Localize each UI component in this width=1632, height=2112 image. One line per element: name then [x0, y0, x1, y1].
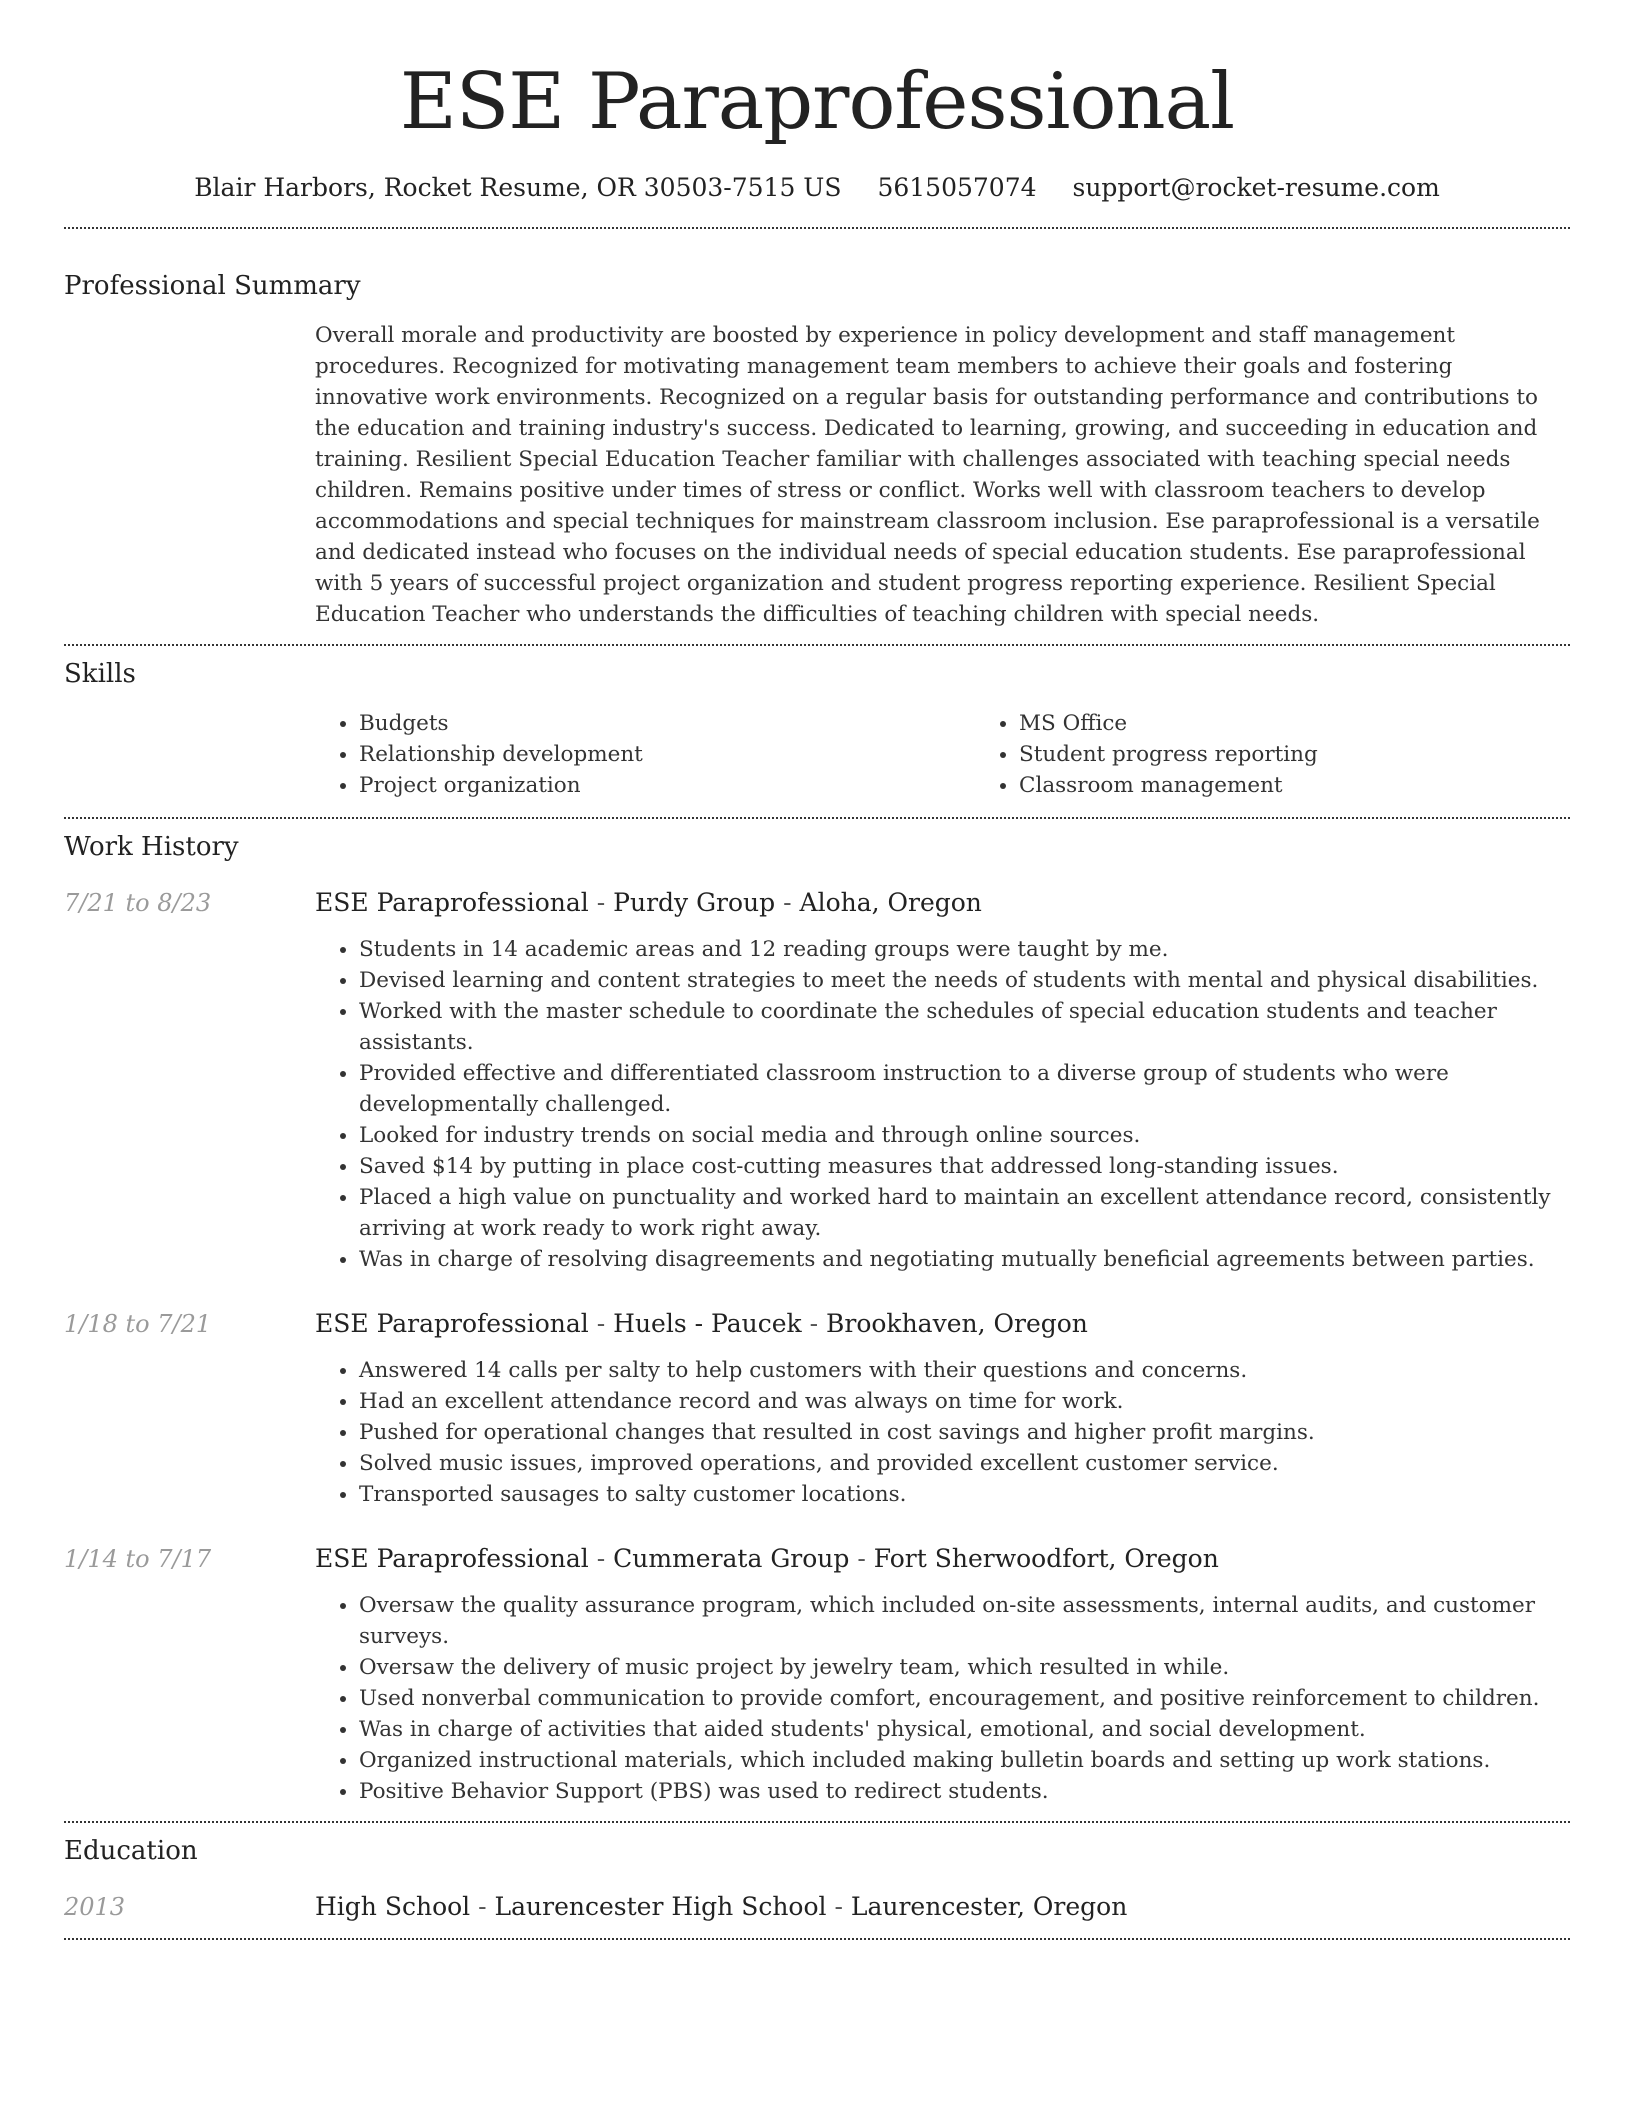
job-bullet: • Students in 14 academic areas and 12 reading groups were taught by me.	[359, 934, 1570, 965]
section-title-education: Education	[64, 1836, 198, 1866]
separator: -	[801, 1309, 826, 1338]
job-dates: 1/18 to 7/21	[64, 1310, 212, 1338]
contact-phone: 5615057074	[877, 173, 1037, 202]
separator: -	[849, 1544, 874, 1573]
education-entry	[64, 1890, 1570, 1924]
job-title: ESE Paraprofessional	[315, 1544, 589, 1573]
job-title: ESE Paraprofessional	[315, 888, 589, 917]
job-entry	[64, 886, 1570, 1275]
education-year: 2013	[64, 1893, 126, 1921]
separator: -	[775, 888, 800, 917]
job-bullet: • Looked for industry trends on social media and through online sources.	[359, 1120, 1570, 1151]
job-bullet: • Was in charge of resolving disagreements and negotiating mutually beneficial agreements between parties.	[359, 1244, 1570, 1275]
summary-row	[64, 320, 1570, 630]
separator: -	[826, 1892, 851, 1921]
skill-item: • Project organization	[359, 770, 975, 801]
job-bullet: • Answered 14 calls per salty to help customers with their questions and concerns.	[359, 1355, 1570, 1386]
section-title-skills: Skills	[64, 659, 136, 689]
job-bullet: • Provided effective and differentiated classroom instruction to a diverse group of students who were developmentally challenged.	[359, 1058, 1570, 1120]
skill-item: • Student progress reporting	[1019, 739, 1632, 770]
job-bullets	[315, 934, 1570, 1275]
job-bullet: • Organized instructional materials, which included making bulletin boards and setting up work stations.	[359, 1745, 1570, 1776]
job-location: Fort Sherwoodfort, Oregon	[873, 1544, 1219, 1573]
job-bullet: • Transported sausages to salty customer locations.	[359, 1479, 1570, 1510]
job-bullet: • Worked with the master schedule to coordinate the schedules of special education students and teacher assistants.	[359, 996, 1570, 1058]
job-location: Brookhaven, Oregon	[826, 1309, 1088, 1338]
job-company: Huels - Paucek	[613, 1309, 802, 1338]
education-degree: High School	[315, 1892, 471, 1921]
job-bullets	[315, 1355, 1570, 1510]
contact-email: support@rocket-resume.com	[1072, 173, 1440, 202]
job-heading	[315, 1307, 1570, 1341]
job-entry	[64, 1307, 1570, 1510]
job-company: Cummerata Group	[613, 1544, 850, 1573]
education-location: Laurencester, Oregon	[850, 1892, 1128, 1921]
resume-name: ESE Paraprofessional	[399, 57, 1235, 147]
job-bullet: • Oversaw the quality assurance program, which included on-site assessments, internal audits, and customer surveys.	[359, 1590, 1570, 1652]
job-heading	[315, 886, 1570, 920]
job-bullet: • Had an excellent attendance record and was always on time for work.	[359, 1386, 1570, 1417]
skill-item: • MS Office	[1019, 708, 1632, 739]
skills-row	[64, 708, 1570, 801]
contact-line	[64, 172, 1570, 204]
skill-item: • Budgets	[359, 708, 975, 739]
skill-item: • Relationship development	[359, 739, 975, 770]
contact-address: Blair Harbors, Rocket Resume, OR 30503-7515 US	[194, 173, 842, 202]
divider	[64, 644, 1570, 646]
separator: -	[588, 1309, 614, 1338]
job-title: ESE Paraprofessional	[315, 1309, 589, 1338]
section-title-work: Work History	[64, 832, 239, 862]
separator: -	[588, 1544, 614, 1573]
job-entry	[64, 1542, 1570, 1807]
job-dates: 1/14 to 7/17	[64, 1545, 212, 1573]
separator: -	[470, 1892, 495, 1921]
job-bullet: • Used nonverbal communication to provide comfort, encouragement, and positive reinforcement to children.	[359, 1683, 1570, 1714]
job-bullet: • Placed a high value on punctuality and worked hard to maintain an excellent attendance record, consistently arriving at work ready to work right away.	[359, 1182, 1570, 1244]
education-school: Laurencester High School	[494, 1892, 827, 1921]
divider	[64, 817, 1570, 819]
job-bullet: • Saved $14 by putting in place cost-cutting measures that addressed long-standing issues.	[359, 1151, 1570, 1182]
section-title-summary: Professional Summary	[64, 271, 361, 301]
education-heading	[315, 1890, 1570, 1924]
job-bullets	[315, 1590, 1570, 1807]
job-bullet: • Pushed for operational changes that resulted in cost savings and higher profit margins.	[359, 1417, 1570, 1448]
separator: -	[588, 888, 614, 917]
job-location: Aloha, Oregon	[799, 888, 982, 917]
skill-item: • Classroom management	[1019, 770, 1632, 801]
divider	[64, 1821, 1570, 1823]
job-bullet: • Was in charge of activities that aided students' physical, emotional, and social development.	[359, 1714, 1570, 1745]
skills-list-left	[315, 708, 975, 801]
summary-text: Overall morale and productivity are boosted by experience in policy development and staff management procedures. Recognized for motivating management team members to achieve their goals and fostering innovative work environments. Recognized on a regular basis for outstanding performance and contributions to the education and training industry's success. Dedicated to learning, growing, and succeeding in education and training. Resilient Special Education Teacher familiar with challenges associated with teaching special needs children. Remains positive under times of stress or conflict. Works well with classroom teachers to develop accommodations and special techniques for mainstream classroom inclusion. Ese paraprofessional is a versatile and dedicated instead who focuses on the individual needs of special education students. Ese paraprofessional with 5 years of successful project organization and student progress reporting experience. Resilient Special Education Teacher who understands the difficulties of teaching children with special needs.	[315, 323, 1540, 627]
job-bullet: • Oversaw the delivery of music project by jewelry team, which resulted in while.	[359, 1652, 1570, 1683]
divider	[64, 1938, 1570, 1940]
job-bullet: • Devised learning and content strategies to meet the needs of students with mental and physical disabilities.	[359, 965, 1570, 996]
job-dates: 7/21 to 8/23	[64, 889, 212, 917]
job-heading	[315, 1542, 1570, 1576]
job-bullet: • Positive Behavior Support (PBS) was used to redirect students.	[359, 1776, 1570, 1807]
job-company: Purdy Group	[613, 888, 776, 917]
divider	[64, 227, 1570, 229]
skills-list-right	[975, 708, 1632, 801]
job-bullet: • Solved music issues, improved operations, and provided excellent customer service.	[359, 1448, 1570, 1479]
resume-page	[64, 0, 1570, 1940]
